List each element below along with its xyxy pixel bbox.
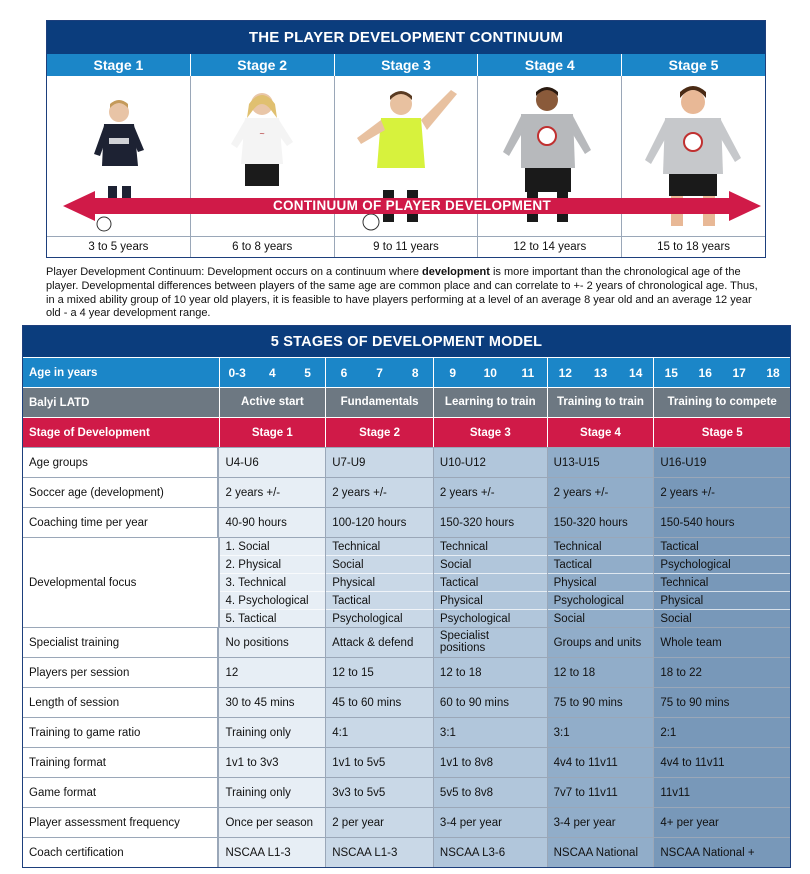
- focus-item: 1. Social: [225, 540, 270, 553]
- table-row-specialist-training: [23, 627, 790, 657]
- latd-stage-1: Active start: [219, 388, 326, 417]
- continuum-age-4: 12 to 14 years: [477, 237, 621, 257]
- continuum-arrow: [63, 191, 761, 221]
- age-number: 12: [558, 365, 572, 380]
- table-cell: Whole team: [653, 628, 790, 657]
- table-cell: Once per season: [218, 808, 325, 837]
- player-photo-row: [47, 76, 765, 236]
- table-cell: 2 per year: [325, 808, 433, 837]
- focus-item: 2. Physical: [220, 555, 326, 573]
- continuum-stage-1: Stage 1: [47, 54, 190, 76]
- age-number: 5: [304, 365, 311, 380]
- table-cell: 1v1 to 5v5: [325, 748, 433, 777]
- table-cell: 4+ per year: [653, 808, 790, 837]
- age-number: 16: [698, 365, 712, 380]
- table-cell: 4:1: [325, 718, 433, 747]
- table-cell: 2 years +/-: [433, 478, 547, 507]
- age-group-5: [653, 358, 790, 387]
- age-number: 13: [593, 365, 608, 380]
- continuum-age-3: 9 to 11 years: [334, 237, 478, 257]
- model-title: 5 STAGES OF DEVELOPMENT MODEL: [23, 326, 790, 357]
- table-cell: NSCAA L1-3: [325, 838, 433, 867]
- continuum-title: THE PLAYER DEVELOPMENT CONTINUUM: [47, 21, 765, 54]
- row-label: Length of session: [23, 688, 218, 717]
- table-row-coach-certification: [23, 837, 790, 867]
- table-cell: 1v1 to 3v3: [218, 748, 325, 777]
- table-cell: 30 to 45 mins: [218, 688, 325, 717]
- table-row-developmental-focus: [23, 537, 790, 627]
- focus-item: Physical: [654, 591, 790, 609]
- table-row-age-groups: [23, 447, 790, 477]
- age-group-3: [433, 358, 547, 387]
- table-cell: 2 years +/-: [547, 478, 654, 507]
- row-label: Training format: [23, 748, 218, 777]
- focus-item: Technical: [553, 540, 602, 553]
- table-cell: U13-U15: [547, 448, 654, 477]
- latd-stage-3: Learning to train: [433, 388, 547, 417]
- focus-item: Social: [434, 555, 547, 573]
- table-cell: 5v5 to 8v8: [433, 778, 547, 807]
- model-stage-5: Stage 5: [653, 418, 790, 447]
- table-cell: 2 years +/-: [218, 478, 325, 507]
- row-label: Soccer age (development): [23, 478, 218, 507]
- focus-column-stage-3: [433, 538, 547, 627]
- continuum-stage-3: Stage 3: [334, 54, 478, 76]
- table-cell: 150-540 hours: [653, 508, 790, 537]
- continuum-stage-5: Stage 5: [621, 54, 765, 76]
- table-cell: 40-90 hours: [218, 508, 325, 537]
- focus-item: Technical: [654, 573, 790, 591]
- age-number: 10: [483, 365, 497, 380]
- table-cell: 3:1: [433, 718, 547, 747]
- continuum-stage-row: [47, 54, 765, 76]
- table-cell: 150-320 hours: [547, 508, 654, 537]
- focus-item: Psychological: [434, 609, 547, 627]
- age-number: 8: [411, 365, 419, 380]
- balyi-latd-label: Balyi LATD: [29, 396, 90, 409]
- age-years-label: Age in years: [29, 366, 98, 379]
- table-cell: 12 to 15: [325, 658, 433, 687]
- focus-item: Psychological: [654, 555, 790, 573]
- focus-item: 5. Tactical: [220, 609, 326, 627]
- continuum-arrow-label: CONTINUUM OF PLAYER DEVELOPMENT: [272, 198, 552, 213]
- table-cell: 12 to 18: [547, 658, 654, 687]
- model-stage-2: Stage 2: [325, 418, 433, 447]
- age-number: 4: [269, 365, 276, 380]
- row-label: Training to game ratio: [23, 718, 218, 747]
- focus-column-stage-2: [325, 538, 433, 627]
- table-row-game-format: [23, 777, 790, 807]
- latd-stage-4: Training to train: [547, 388, 654, 417]
- table-row-assessment-frequency: [23, 807, 790, 837]
- table-cell: 4v4 to 11v11: [547, 748, 654, 777]
- focus-column-stage-1: [219, 538, 326, 627]
- table-cell: No positions: [218, 628, 325, 657]
- table-cell: 100-120 hours: [325, 508, 433, 537]
- description-bold: development: [422, 266, 490, 278]
- age-number: 14: [629, 365, 643, 380]
- age-number: 6: [340, 365, 348, 380]
- focus-item: 4. Psychological: [220, 591, 326, 609]
- model-stage-4: Stage 4: [547, 418, 654, 447]
- table-cell: NSCAA National: [547, 838, 654, 867]
- focus-column-stage-4: [547, 538, 654, 627]
- table-cell: 2 years +/-: [325, 478, 433, 507]
- focus-item: Social: [548, 609, 654, 627]
- table-row-training-format: [23, 747, 790, 777]
- focus-item: Physical: [434, 591, 547, 609]
- table-cell: 18 to 22: [653, 658, 790, 687]
- age-number: 9: [449, 365, 457, 380]
- focus-item: Psychological: [326, 609, 433, 627]
- continuum-stage-4: Stage 4: [477, 54, 621, 76]
- table-row-players-per-session: [23, 657, 790, 687]
- focus-item: Physical: [548, 573, 654, 591]
- row-label: Age groups: [23, 448, 218, 477]
- focus-item: Tactical: [326, 591, 433, 609]
- table-cell: 45 to 60 mins: [325, 688, 433, 717]
- continuum-stage-2: Stage 2: [190, 54, 334, 76]
- focus-item: Technical: [439, 540, 488, 553]
- focus-item: 3. Technical: [220, 573, 326, 591]
- table-cell: Attack & defend: [325, 628, 433, 657]
- focus-item: Technical: [332, 540, 381, 553]
- latd-stage-5: Training to compete: [653, 388, 790, 417]
- table-row-training-game-ratio: [23, 717, 790, 747]
- table-cell: 2 years +/-: [653, 478, 790, 507]
- description-text-2: is more important than the chronological age of the player. Developmental differences between players of the same age are common place and can correlate to +- 2 years of chronological age. Thus, in a mixed ability group of 10 year old players, it is feasible to have players performing at a level of an average 8 year old and an average 12 year old - a 4 year development range.: [46, 266, 758, 320]
- development-model-table: [22, 325, 791, 868]
- balyi-latd-row: [23, 387, 790, 417]
- row-label: Coach certification: [23, 838, 218, 867]
- continuum-age-row: [47, 236, 765, 257]
- table-cell: 75 to 90 mins: [547, 688, 654, 717]
- age-years-row: [23, 357, 790, 387]
- table-cell: NSCAA L1-3: [218, 838, 325, 867]
- table-cell: Training only: [218, 718, 325, 747]
- age-number: 17: [732, 365, 746, 380]
- age-number: 15: [664, 365, 678, 380]
- table-cell: NSCAA National +: [653, 838, 790, 867]
- model-stage-3: Stage 3: [433, 418, 547, 447]
- age-number: 0-3: [228, 365, 246, 380]
- table-cell: U4-U6: [218, 448, 325, 477]
- table-cell: Specialist positions: [433, 628, 547, 657]
- svg-text:~: ~: [259, 130, 266, 138]
- table-cell: 4v4 to 11v11: [653, 748, 790, 777]
- table-cell: U7-U9: [325, 448, 433, 477]
- table-cell: 11v11: [653, 778, 790, 807]
- focus-item: Tactical: [434, 573, 547, 591]
- focus-column-stage-5: [653, 538, 790, 627]
- focus-item: Tactical: [548, 555, 654, 573]
- table-row-coaching-time: [23, 507, 790, 537]
- row-label: Players per session: [23, 658, 218, 687]
- table-cell: 3v3 to 5v5: [325, 778, 433, 807]
- table-cell: U16-U19: [653, 448, 790, 477]
- table-cell: 2:1: [653, 718, 790, 747]
- latd-stage-2: Fundamentals: [325, 388, 433, 417]
- table-cell: 12: [218, 658, 325, 687]
- table-cell: 12 to 18: [433, 658, 547, 687]
- model-stage-1: Stage 1: [219, 418, 326, 447]
- focus-item: Social: [326, 555, 433, 573]
- table-cell: 75 to 90 mins: [653, 688, 790, 717]
- table-cell: 7v7 to 11v11: [547, 778, 654, 807]
- focus-item: Psychological: [548, 591, 654, 609]
- table-cell: U10-U12: [433, 448, 547, 477]
- table-cell: 3-4 per year: [547, 808, 654, 837]
- row-label: Game format: [23, 778, 218, 807]
- table-cell: Groups and units: [547, 628, 654, 657]
- focus-item: Social: [654, 609, 790, 627]
- continuum-panel: [46, 20, 766, 258]
- table-cell: 3:1: [547, 718, 654, 747]
- stage-of-development-row: [23, 417, 790, 447]
- table-cell: 150-320 hours: [433, 508, 547, 537]
- continuum-age-5: 15 to 18 years: [621, 237, 765, 257]
- age-group-2: [325, 358, 433, 387]
- continuum-age-2: 6 to 8 years: [190, 237, 334, 257]
- table-cell: 1v1 to 8v8: [433, 748, 547, 777]
- age-group-1: [219, 358, 326, 387]
- age-number: 18: [766, 365, 780, 380]
- age-group-4: [547, 358, 654, 387]
- table-row-soccer-age: [23, 477, 790, 507]
- continuum-age-1: 3 to 5 years: [88, 241, 149, 253]
- row-label: Specialist training: [23, 628, 218, 657]
- table-cell: 60 to 90 mins: [433, 688, 547, 717]
- table-cell: Training only: [218, 778, 325, 807]
- row-label: Player assessment frequency: [23, 808, 218, 837]
- age-number: 11: [521, 365, 535, 380]
- table-cell: NSCAA L3-6: [433, 838, 547, 867]
- description-text-1: Player Development Continuum: Development occurs on a continuum where: [46, 266, 423, 278]
- stage-of-development-label: Stage of Development: [29, 426, 150, 439]
- continuum-description: [46, 266, 768, 321]
- focus-item: Tactical: [660, 540, 699, 553]
- row-label: Developmental focus: [23, 538, 219, 627]
- age-number: 7: [376, 365, 383, 380]
- table-row-length-of-session: [23, 687, 790, 717]
- table-cell: 3-4 per year: [433, 808, 547, 837]
- row-label: Coaching time per year: [23, 508, 218, 537]
- focus-item: Physical: [326, 573, 433, 591]
